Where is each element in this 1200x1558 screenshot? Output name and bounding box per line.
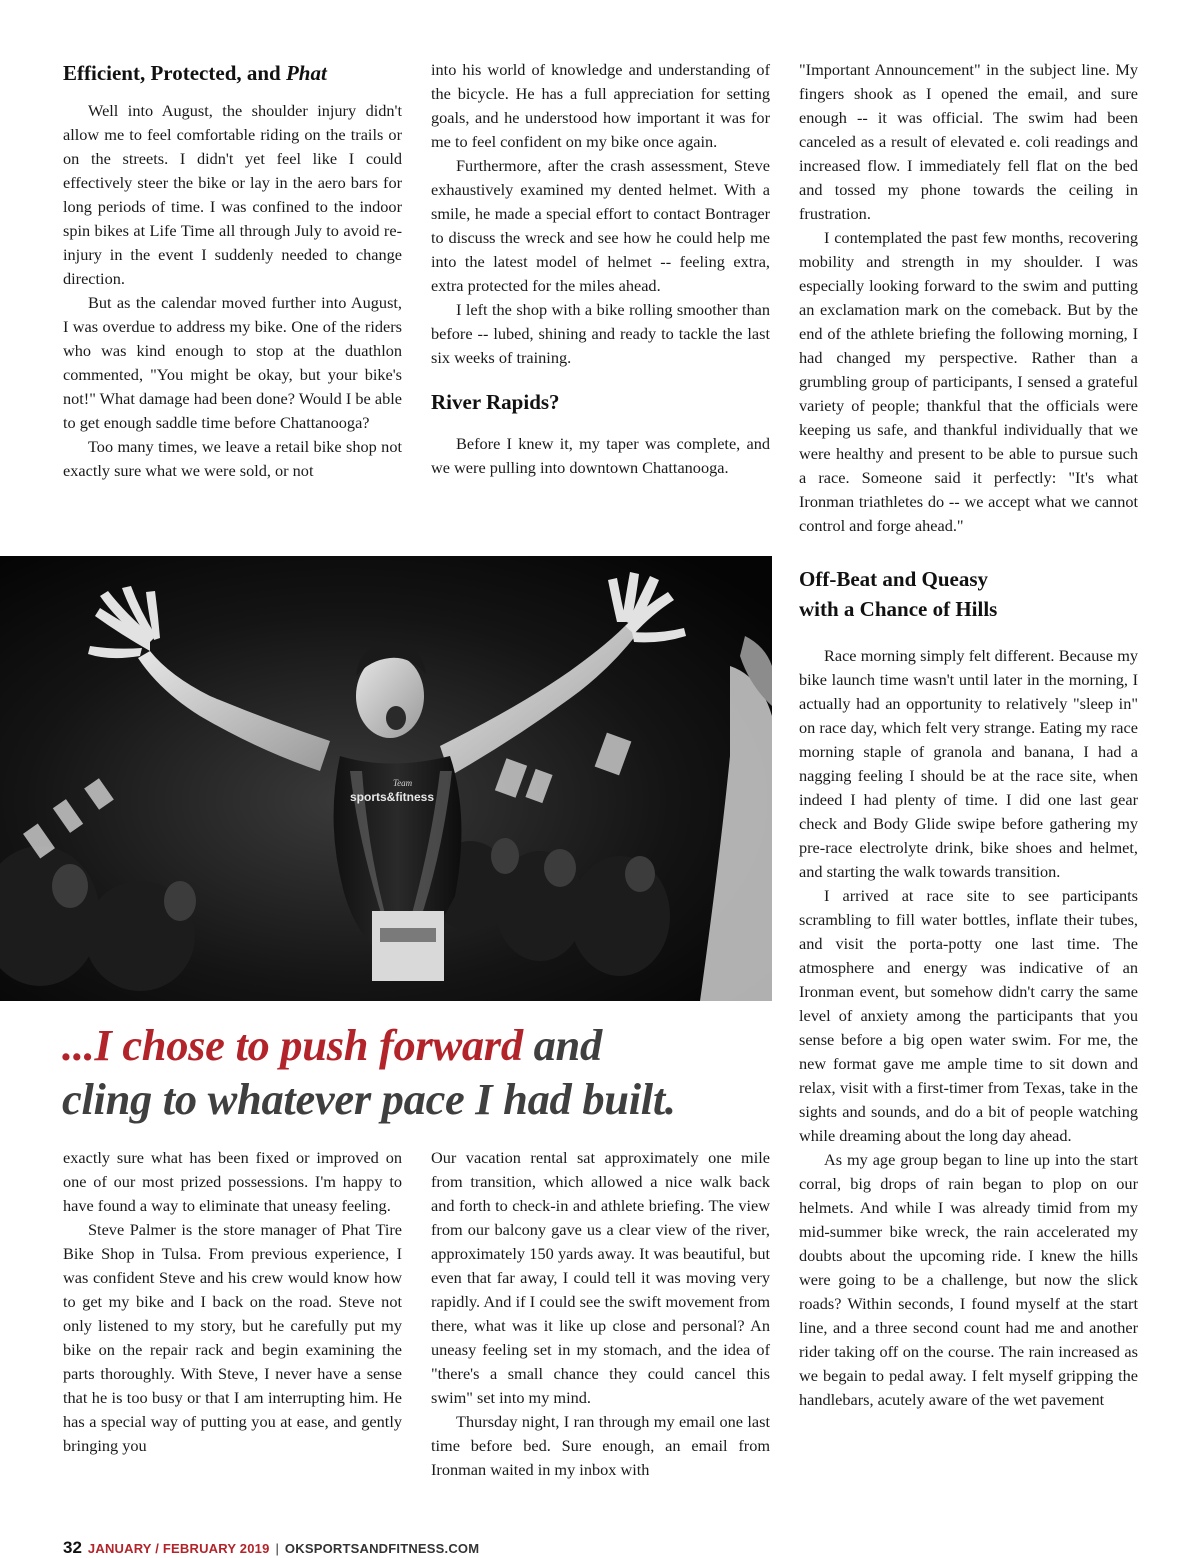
paragraph-continued: "Important Announcement" in the subject line. My fingers shook as I opened the email, and sure enough -- it was official. The swim had been canceled as a result of elevated e. coli readings and increased flow. I immediately fell flat on the bed and tossed my phone towards the ceiling in frustration.	[799, 60, 1138, 223]
paragraph: I contemplated the past few months, recovering mobility and strength in my shoulder. I was especially looking forward to the swim and putting an exclamation mark on the comeback. But by the end of the athlete briefing the following morning, I had changed my perspective. Rather than a grumbling group of participants, I sensed a grateful variety of people; thankful that the officials were keeping us safe, and thankful individually that we were healthy and present to be able to pursue such a race. Someone said it perfectly: "It's what Ironman triathletes do -- we accept what we cannot control and forge ahead."	[799, 228, 1138, 535]
article-column-2-bottom	[431, 1146, 770, 1482]
paragraph: But as the calendar moved further into August, I was overdue to address my bike. One of the riders who was kind enough to stop at the duathlon commented, "You might be okay, but your bike's not!" What damage had been done? Would I be able to get enough saddle time before Chattanooga?	[63, 293, 402, 432]
paragraph: I left the shop with a bike rolling smoother than before -- lubed, shining and ready to tackle the last six weeks of training.	[431, 300, 770, 367]
heading-italic-word: Phat	[285, 61, 327, 85]
paragraph: Thursday night, I ran through my email one last time before bed. Sure enough, an email from Ironman waited in my inbox with	[431, 1412, 770, 1479]
paragraph: Race morning simply felt different. Because my bike launch time wasn't until later in the morning, I actually had an opportunity to relatively "sleep in" on race day, which felt very strange. Eating my race morning staple of granola and banana, I had a nagging feeling I should be at the race site, when indeed I had plenty of time. I did one last gear check and Body Glide swipe before gathering my pre-race electrolyte drink, bike shoes and helmet, and starting the walk towards transition.	[799, 646, 1138, 881]
section-heading-river-rapids: River Rapids?	[431, 390, 560, 414]
page-number: 32	[63, 1538, 82, 1557]
article-column-2-top	[431, 58, 770, 480]
article-column-3	[799, 58, 1138, 1412]
paragraph: Too many times, we leave a retail bike shop not exactly sure what we were sold, or not	[63, 437, 402, 480]
athlete-finish-photo	[0, 556, 772, 1001]
paragraph-continued: into his world of knowledge and understanding of the bicycle. He has a full appreciation for setting goals, and he understood how important it was for me to feel confident on my bike once again.	[431, 60, 770, 151]
photo-illustration	[0, 556, 772, 1001]
paragraph: Our vacation rental sat approximately one mile from transition, which allowed a nice walk back and forth to check-in and athlete briefing. The view from our balcony gave us a clear view of the river, approximately 150 yards away. It was beautiful, but even that far away, I could tell it was moving very rapidly. And if I could see the swift movement from there, what was it like up close and personal? An uneasy feeling set in my stomach, and the idea of "there's a small chance they could cancel this swim" set into my mind.	[431, 1148, 770, 1407]
paragraph: Steve Palmer is the store manager of Phat Tire Bike Shop in Tulsa. From previous experience, I was confident Steve and his crew would know how to get my bike and I back on the road. Steve not only listened to my story, but he carefully put my bike on the repair rack and begin examining the parts thoroughly. With Steve, I never have a sense that he is too busy or that I am interrupting him. He has a special way of putting you at ease, and gently bringing you	[63, 1220, 402, 1455]
pull-quote-gray-part-2: cling to whatever pace I had built.	[62, 1074, 676, 1124]
paragraph: Before I knew it, my taper was complete, and we were pulling into downtown Chattanooga.	[431, 434, 770, 477]
pull-quote-gray-part-1: and	[522, 1020, 602, 1070]
jersey-team-text: Team	[393, 778, 413, 788]
pull-quote-red-part: ...I chose to push forward	[62, 1020, 523, 1070]
website-link[interactable]: OKSPORTSANDFITNESS.COM	[284, 1541, 480, 1556]
paragraph: Well into August, the shoulder injury didn't allow me to feel comfortable riding on the trails or on the streets. I didn't yet feel like I could effectively steer the bike or lay in the aero bars for long periods of time. I was confined to the indoor spin bikes at Life Time all through July to avoid re-injury in the event I suddenly needed to change direction.	[63, 101, 402, 288]
pull-quote	[62, 1018, 782, 1126]
article-column-1-bottom	[63, 1146, 402, 1458]
jersey-logo-text: sports&fitness	[350, 790, 435, 804]
page-footer	[63, 1539, 479, 1558]
paragraph: As my age group began to line up into the start corral, big drops of rain began to plop on our helmets. And while I was already timid from my mid-summer bike wreck, the rain accelerated my doubts about the upcoming ride. I knew the hills were going to be a challenge, but now the slick roads? Within seconds, I found myself at the start line, and a three second count had me and another rider taking off on the course. The rain increased as we begain to pedal away. I felt myself gripping the handlebars, acutely aware of the wet pavement	[799, 1150, 1138, 1409]
section-heading-efficient-protected-phat: Efficient, Protected, and Phat	[63, 61, 327, 85]
section-heading-off-beat-queasy: Off-Beat and Queasy with a Chance of Hills	[799, 567, 998, 621]
paragraph-continued: exactly sure what has been fixed or improved on one of our most prized possessions. I'm happy to have found a way to eliminate that uneasy feeling.	[63, 1148, 402, 1215]
footer-separator: |	[275, 1541, 279, 1556]
paragraph: Furthermore, after the crash assessment, Steve exhaustively examined my dented helmet. With a smile, he made a special effort to contact Bontrager to discuss the wreck and see how he could help me into the latest model of helmet -- feeling extra, extra protected for the miles ahead.	[431, 156, 770, 295]
paragraph: I arrived at race site to see participants scrambling to fill water bottles, inflate their tubes, and visit the porta-potty one last time. The atmosphere and energy was indicative of an Ironman event, but somehow didn't carry the same level of anxiety among the participants that you sense before a big open water swim. For me, the new format gave me ample time to sit down and relax, visit with a first-timer from Texas, take in the sights and sounds, and do a bit of people watching while dreaming about the long day ahead.	[799, 886, 1138, 1145]
issue-date: JANUARY / FEBRUARY 2019	[87, 1541, 270, 1556]
article-column-1-top	[63, 58, 402, 483]
